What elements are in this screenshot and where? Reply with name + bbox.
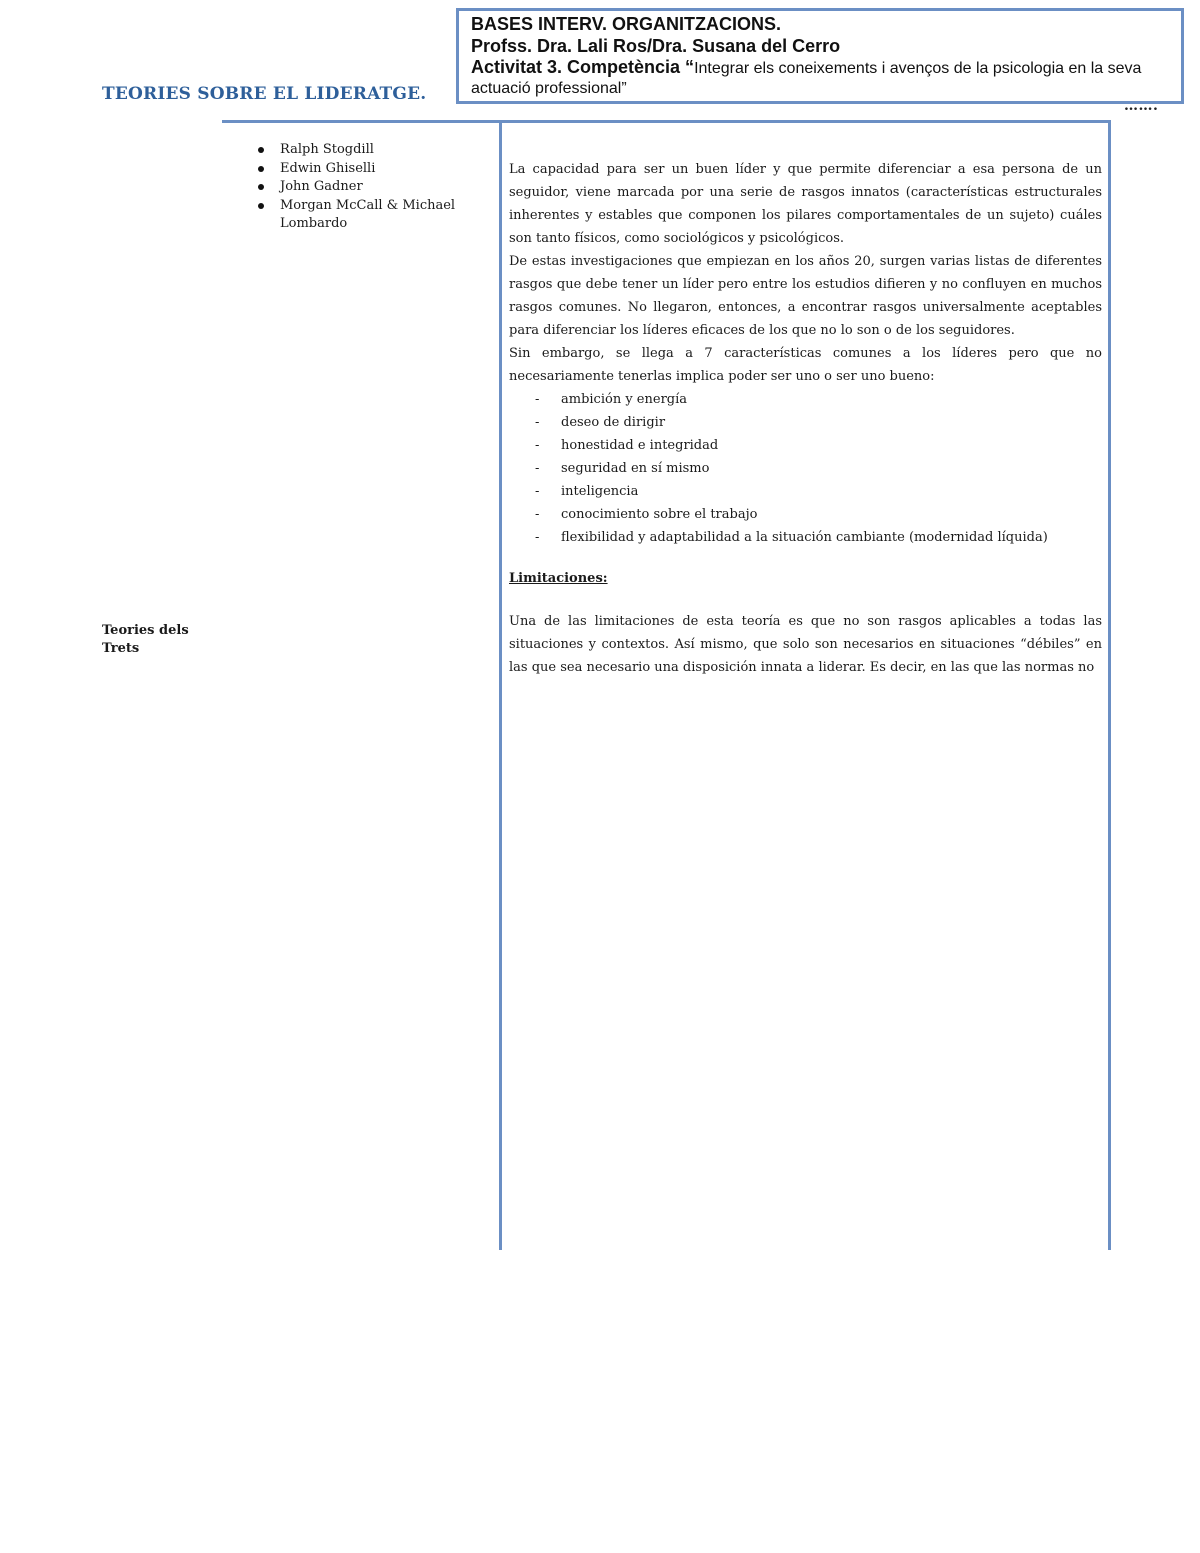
theory-label: Teories dels Trets [102, 623, 189, 656]
author-item: Ralph Stogdill [258, 141, 478, 160]
table-column-divider [499, 120, 502, 1250]
paragraph: Sin embargo, se llega a 7 características comunes a los líderes pero que no necesariamente tenerlas implica poder ser uno o ser uno bueno: [509, 346, 1102, 384]
activity-line [471, 57, 1169, 99]
traits-list [509, 388, 1102, 549]
table-right-border [1108, 120, 1111, 1250]
ellipsis-dots: ……. [1124, 98, 1159, 114]
course-name: BASES INTERV. ORGANITZACIONS. [471, 14, 782, 34]
table-top-border [222, 120, 1111, 123]
author-item: Morgan McCall & Michael Lombardo [258, 197, 478, 234]
trait-item: - seguridad en sí mismo [509, 457, 1102, 480]
paragraph: De estas investigaciones que empiezan en los años 20, surgen varias listas de diferentes rasgos que debe tener un líder pero entre los estudios difieren y no confluyen en muchos rasgos comunes. No llegaron, entonces, a encontrar rasgos universalmente aceptables para diferenciar los líderes eficaces de los que no lo son o de los seguidores. [509, 254, 1102, 338]
trait-item: - conocimiento sobre el trabajo [509, 503, 1102, 526]
trait-item: - honestidad e integridad [509, 434, 1102, 457]
author-item: John Gadner [258, 178, 478, 197]
activity-description: Integrar els coneixements i avenços de la psicologia en la seva actuació professional” [471, 60, 1142, 97]
authors-list [258, 141, 478, 234]
professors: Profss. Dra. Lali Ros/Dra. Susana del Cerro [471, 36, 841, 56]
activity-label: Activitat 3. Competència “ [471, 57, 695, 77]
trait-item: - ambición y energía [509, 388, 1102, 411]
trait-item: - flexibilidad y adaptabilidad a la situación cambiante (modernidad líquida) [509, 526, 1102, 549]
author-item: Edwin Ghiselli [258, 160, 478, 179]
theory-description [509, 158, 1102, 679]
trait-item: - deseo de dirigir [509, 411, 1102, 434]
course-header-box [456, 8, 1184, 104]
paragraph: La capacidad para ser un buen líder y que permite diferenciar a esa persona de un seguidor, viene marcada por una serie de rasgos innatos (características estructurales inherentes y estables que componen los pilares comportamentales de un sujeto) cuáles son tanto físicos, como sociológicos y psicológicos. [509, 162, 1102, 246]
document-title: TEORIES SOBRE EL LIDERATGE. [102, 84, 427, 104]
limitations-heading: Limitaciones: [509, 571, 608, 586]
limitations-text: Una de las limitaciones de esta teoría es que no son rasgos aplicables a todas las situaciones y contextos. Así mismo, que solo son necesarios en situaciones “débiles” en las que sea necesario una disposición innata a liderar. Es decir, en las que las normas no [509, 614, 1102, 675]
trait-item: - inteligencia [509, 480, 1102, 503]
